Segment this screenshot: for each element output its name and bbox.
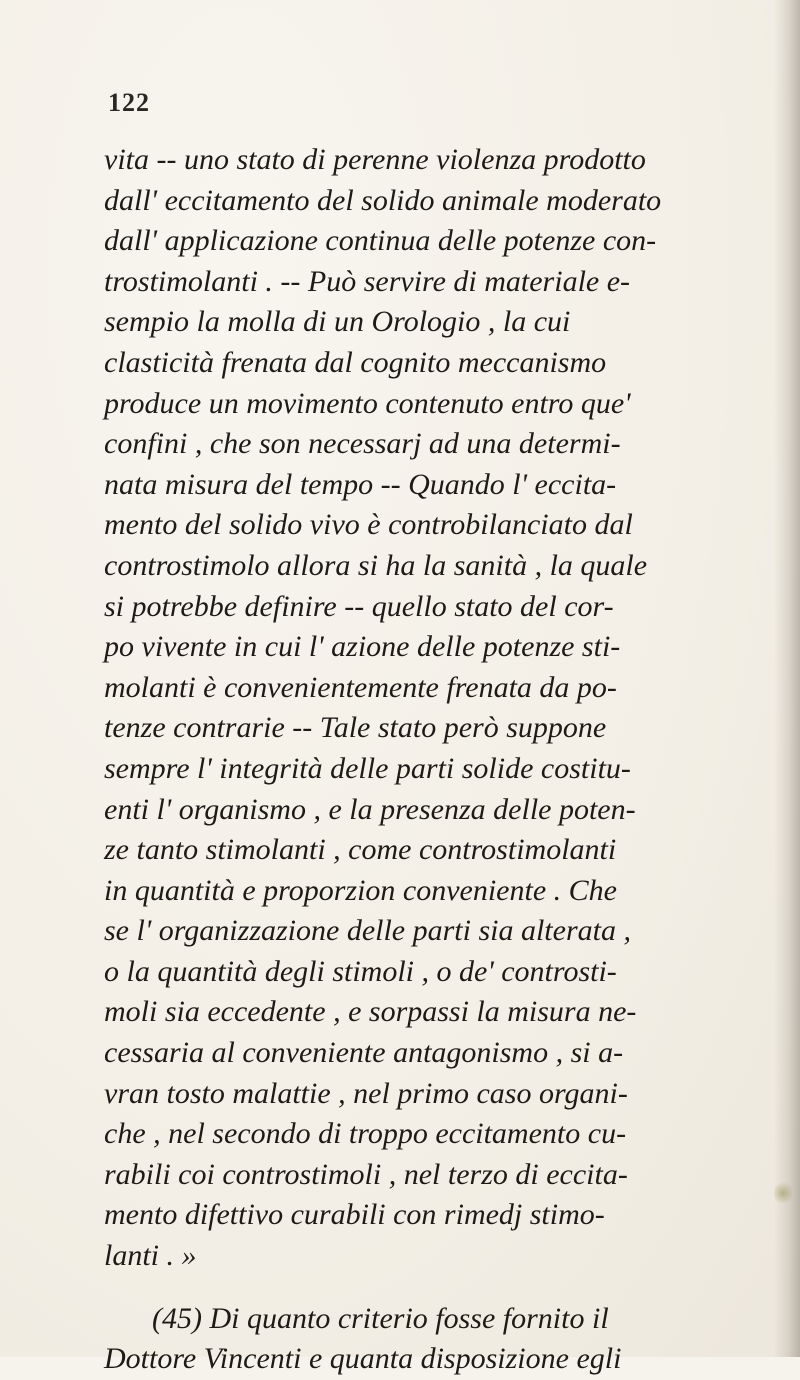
text-line: po vivente in cui l' azione delle potenze sti- xyxy=(104,630,621,664)
text-line: mento del solido vivo è controbilanciato dal xyxy=(104,508,633,542)
paper-stain xyxy=(774,1180,792,1206)
text-line: o la quantità degli stimoli , o de' controsti- xyxy=(104,954,617,988)
text-line: dall' applicazione continua delle potenze con- xyxy=(104,224,657,258)
page-number: 122 xyxy=(108,88,150,117)
text-line: confini , che son necessarj ad una determi- xyxy=(104,427,621,461)
text-line: che , nel secondo di troppo eccitamento cu- xyxy=(104,1117,627,1151)
text-line: trostimolanti . -- Può servire di materiale e- xyxy=(104,264,631,298)
text-line: sempre l' integrità delle parti solide costitu- xyxy=(104,751,631,785)
text-line: controstimolo allora si ha la sanità , la quale xyxy=(104,548,648,582)
text-line: molanti è convenientemente frenata da po- xyxy=(104,670,617,704)
text-line: enti l' organismo , e la presenza delle poten- xyxy=(104,792,636,826)
text-line: clasticità frenata dal cognito meccanismo xyxy=(104,345,607,379)
paragraph-start-line: (45) Di quanto criterio fosse fornito il xyxy=(152,1301,609,1335)
text-line: si potrebbe definire -- quello stato del cor- xyxy=(104,589,614,623)
text-line: tenze contrarie -- Tale stato però suppone xyxy=(104,711,607,745)
text-line: vita -- uno stato di perenne violenza prodotto xyxy=(104,143,646,176)
text-line: se l' organizzazione delle parti sia alterata , xyxy=(104,914,631,948)
text-line: lanti . » xyxy=(104,1239,197,1273)
text-line: nata misura del tempo -- Quando l' eccita- xyxy=(104,467,617,501)
text-line: rabili coi controstimoli , nel terzo di eccita- xyxy=(104,1157,628,1191)
text-line: vran tosto malattie , nel primo caso organi- xyxy=(104,1076,628,1110)
text-line: Dottore Vincenti e quanta disposizione egli xyxy=(104,1342,622,1376)
page-edge-shadow xyxy=(774,0,800,1357)
body-text xyxy=(104,140,764,1380)
text-line: produce un movimento contenuto entro que' xyxy=(104,386,631,420)
text-line: in quantità e proporzion conveniente . Che xyxy=(104,873,617,907)
text-line: cessaria al conveniente antagonismo , si a- xyxy=(104,1036,624,1070)
text-line: moli sia eccedente , e sorpassi la misura ne- xyxy=(104,995,637,1029)
text-line: ze tanto stimolanti , come controstimolanti xyxy=(104,833,617,867)
text-line: sempio la molla di un Orologio , la cui xyxy=(104,305,571,339)
text-line: mento difettivo curabili con rimedj stimo- xyxy=(104,1198,605,1232)
text-line: dall' eccitamento del solido animale moderato xyxy=(104,183,662,217)
